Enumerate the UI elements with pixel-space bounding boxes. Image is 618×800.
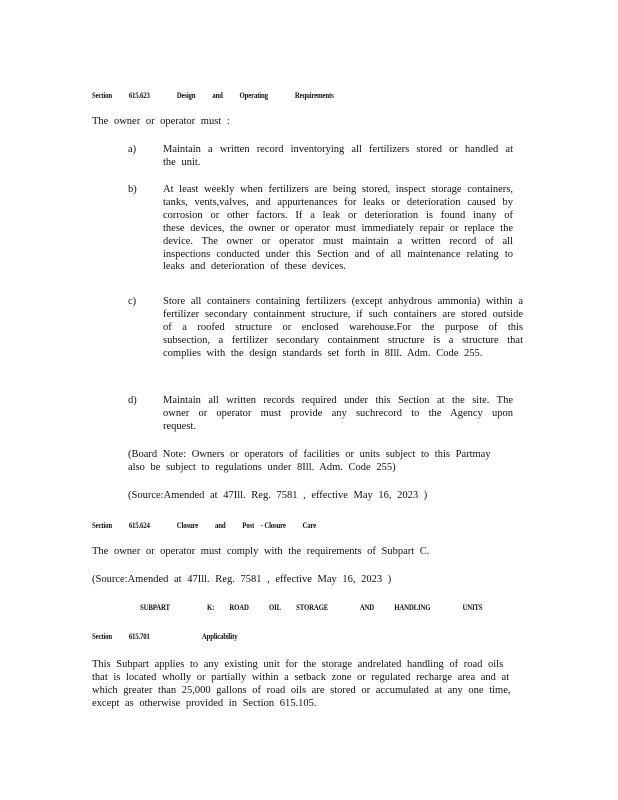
heading-word: Section (92, 632, 112, 641)
list-label: d) (128, 395, 137, 406)
section-701-line-1: This Subpart applies to any existing unit for the storage andrelated handling of road oils (92, 659, 504, 670)
heading-word: 615.623 (128, 91, 150, 100)
heading-word: Care (302, 521, 317, 530)
heading-word: Section (92, 521, 112, 530)
heading-word: Operating (239, 91, 268, 100)
list-item-d (128, 395, 518, 437)
list-label: a) (128, 144, 137, 155)
subpart-word: K: (207, 603, 215, 612)
section-701-line-2: that is located wholly or partially within a setback zone or regulated recharge area and at (92, 672, 510, 683)
subpart-word: OIL (269, 603, 281, 612)
subpart-word: AND (359, 603, 375, 612)
subpart-title (140, 603, 506, 612)
section-heading-615-624 (92, 521, 331, 530)
list-item-a (128, 144, 518, 172)
heading-word: - Closure (260, 521, 286, 530)
heading-word: Applicability (201, 632, 238, 641)
list-text: At least weekly when fertilizers are being stored, inspect storage containers, tanks, vents,valves, and appurtenances for leaks or deterioration caused by corrosion or other factors. If a leak or deterioration is found inany of these devices, the owner or operator must immediately repair or replace the device. The owner or operator must maintain a written record of all inspections conducted under this Section and of all maintenance relating to leaks and deterioration of these devices. (163, 184, 513, 273)
list-text: Maintain a written record inventorying all fertilizers stored or handled at the unit. (163, 144, 513, 168)
section-heading-615-623 (92, 91, 349, 100)
subpart-word: UNITS (462, 603, 483, 612)
subpart-word: HANDLING (394, 603, 431, 612)
heading-word: Section (92, 91, 112, 100)
list-text: Store all containers containing fertilizers (except anhydrous ammonia) within a fertilizer secondary containment structure, if such containers are stored outside of a roofed structure or enclosed warehouse.For the purpose of this subsection, a fertilizer secondary containment structure is a structure that complies with the design standards set forth in 8Ill. Adm. Code 255. (163, 296, 523, 359)
subpart-word: SUBPART (140, 603, 170, 612)
list-item-b (128, 184, 518, 284)
heading-word: Design (176, 91, 196, 100)
list-label: b) (128, 184, 137, 195)
intro-text: The owner or operator must : (92, 116, 230, 127)
heading-word: Requirements (294, 91, 334, 100)
section-heading-615-701 (92, 632, 253, 641)
heading-word: and (212, 91, 223, 100)
section-624-text: The owner or operator must comply with the requirements of Subpart C. (92, 546, 430, 557)
heading-word: Post (242, 521, 255, 530)
list-item-c (128, 296, 528, 382)
heading-word: 615.701 (128, 632, 150, 641)
heading-word: 615.624 (128, 521, 150, 530)
subpart-word: ROAD (229, 603, 249, 612)
section-701-line-4: except as otherwise provided in Section 615.105. (92, 698, 317, 709)
subpart-word: STORAGE (296, 603, 329, 612)
source-note: (Source:Amended at 47Ill. Reg. 7581 , effective May 16, 2023 ) (128, 490, 428, 501)
heading-word: Closure (176, 521, 199, 530)
heading-word: and (214, 521, 226, 530)
board-note: (Board Note: Owners or operators of facilities or units subject to this Partmay also be subject to regulations under 8Ill. Adm. Code 255) (128, 449, 491, 473)
source-note: (Source:Amended at 47Ill. Reg. 7581 , effective May 16, 2023 ) (92, 574, 392, 585)
list-text: Maintain all written records required under this Section at the site. The owner or operator must provide any suchrecord to the Agency upon request. (163, 395, 513, 432)
section-701-line-3: which greater than 25,000 gallons of road oils are stored or accumulated at any one time, (92, 685, 511, 696)
list-label: c) (128, 296, 137, 307)
